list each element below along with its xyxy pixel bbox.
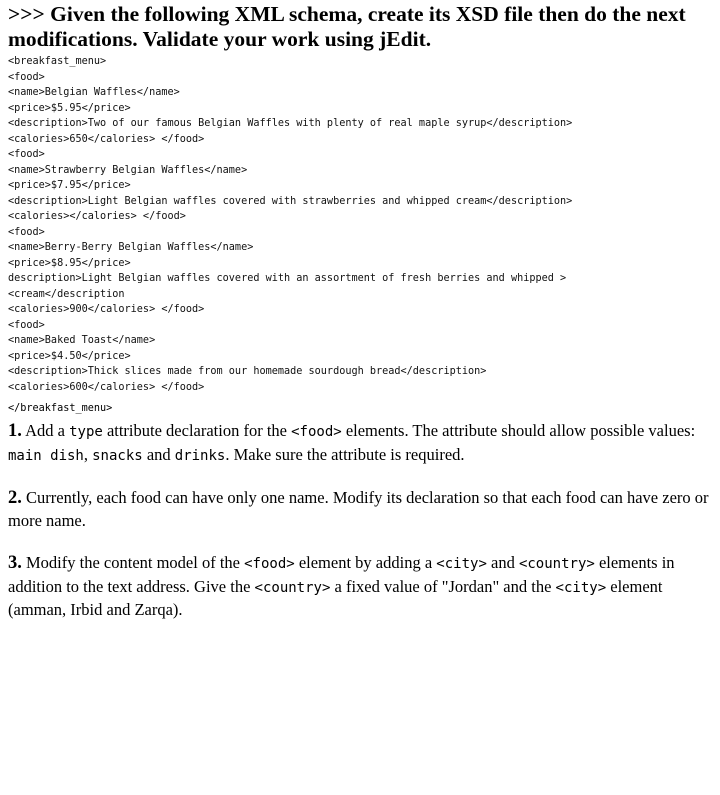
task-text: element by adding a <box>294 553 437 572</box>
code-snippet: <food> <box>291 424 342 440</box>
code-snippet: <food> <box>244 556 295 572</box>
code-snippet: snacks <box>92 447 143 464</box>
code-snippet: main dish <box>8 447 84 464</box>
xml-closing-tag: </breakfast_menu> <box>8 403 113 414</box>
document-page <box>8 0 712 621</box>
xml-line: description>Light Belgian waffles covered with an assortment of fresh berries and whipped > <box>8 273 567 284</box>
xml-line: <description>Thick slices made from our homemade sourdough bread</description> <box>8 366 487 377</box>
task-text: Modify the content model of the <box>21 553 245 572</box>
task-text: and <box>486 553 519 572</box>
xml-line: <calories>650</calories> </food> <box>8 133 205 145</box>
task-3 <box>8 552 712 621</box>
task-1 <box>8 420 712 467</box>
task-number: 3. <box>8 553 22 573</box>
xml-line: <food> <box>8 319 45 331</box>
xml-line: <food> <box>8 226 45 238</box>
xml-line: <name>Strawberry Belgian Waffles</name> <box>8 164 248 176</box>
code-snippet: type <box>69 424 103 440</box>
task-text: and <box>142 444 175 464</box>
task-text: element (amman, Irbid and Zarqa). <box>8 576 663 619</box>
xml-line: <food> <box>8 149 45 160</box>
task-number: 2. <box>8 488 22 508</box>
xml-line: <price>$8.95</price> <box>8 257 131 269</box>
task-text: attribute declaration for the <box>102 421 292 440</box>
page-heading: >>> Given the following XML schema, create its XSD file then do the next modifications. Validate your work using jEdit. <box>8 2 686 51</box>
xml-line: <price>$5.95</price> <box>8 102 131 114</box>
code-snippet: <country> <box>518 556 595 572</box>
xml-line: <breakfast_menu> <box>8 56 107 67</box>
xml-line: <description>Light Belgian waffles covered with strawberries and whipped cream</description> <box>8 195 573 207</box>
task-text: elements. The attribute should allow possible values: <box>341 421 696 440</box>
code-snippet: drinks <box>174 447 226 464</box>
task-text: , <box>83 444 93 464</box>
xml-line: <calories>900</calories> </food> <box>8 304 205 315</box>
xml-line: <name>Berry-Berry Belgian Waffles</name> <box>8 242 254 253</box>
code-snippet: <city> <box>436 556 487 572</box>
xml-line: <name>Baked Toast</name> <box>8 335 156 346</box>
code-snippet: <country> <box>254 579 331 596</box>
task-text: Add a <box>21 421 70 440</box>
task-text: elements in addition to the text address. Give the <box>8 553 675 596</box>
xml-line: <price>$4.50</price> <box>8 350 131 362</box>
task-text: . Make sure the attribute is required. <box>225 444 465 464</box>
xml-line: <calories></calories> </food> <box>8 211 186 222</box>
xml-listing <box>8 54 712 395</box>
xml-line: <calories>600</calories> </food> <box>8 381 205 393</box>
task-number: 1. <box>8 421 22 441</box>
xml-line: <food> <box>8 71 45 83</box>
xml-line: <name>Belgian Waffles</name> <box>8 87 180 98</box>
xml-line: <description>Two of our famous Belgian Waffles with plenty of real maple syrup</description> <box>8 118 573 129</box>
task-2 <box>8 487 712 531</box>
task-text: a fixed value of "Jordan" and the <box>330 576 556 596</box>
task-text: Currently, each food can have only one name. Modify its declaration so that each food can have zero or more name. <box>8 488 709 530</box>
code-snippet: <city> <box>555 579 607 596</box>
xml-line: <cream</description <box>8 288 125 300</box>
xml-line: <price>$7.95</price> <box>8 180 131 191</box>
